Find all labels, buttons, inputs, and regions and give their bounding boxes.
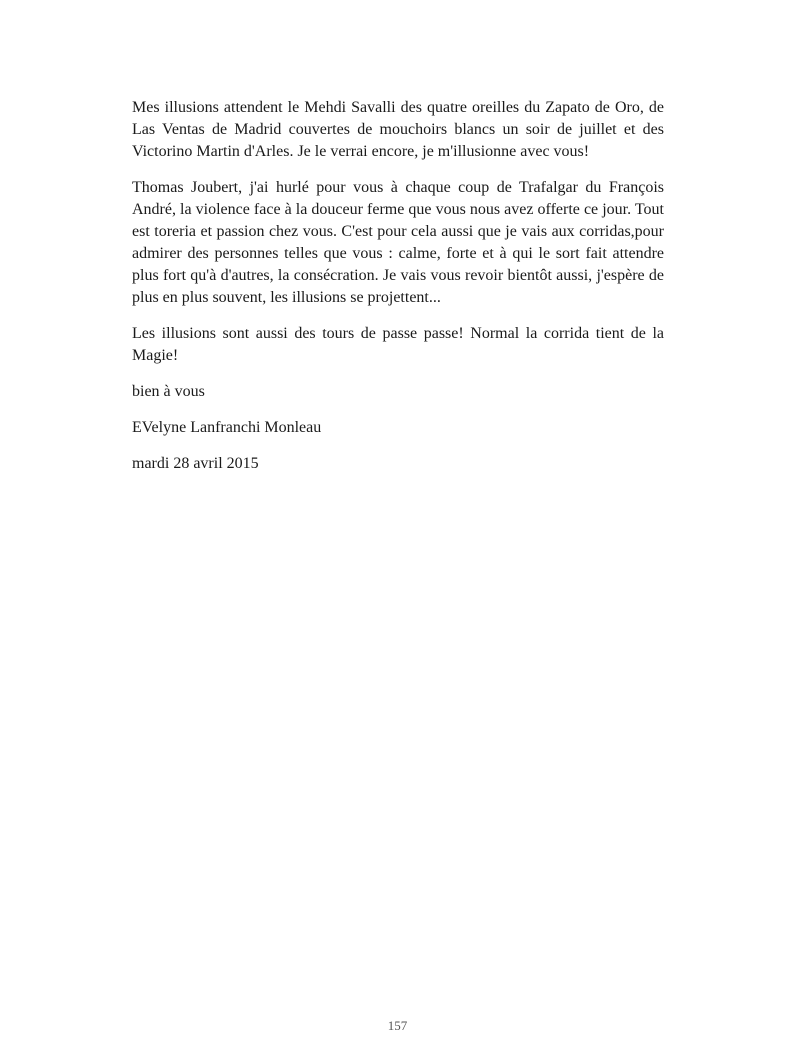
page-body [132, 97, 664, 489]
closing-line: bien à vous [132, 383, 205, 400]
paragraph-illusions: Mes illusions attendent le Mehdi Savalli des quatre oreilles du Zapato de Oro, de Las Ventas de Madrid couvertes de mouchoirs blancs un soir de juillet et des Victorino Martin d'Arles. Je le verrai encore, je m'illusionne avec vous! [132, 99, 664, 160]
signature: EVelyne Lanfranchi Monleau [132, 419, 322, 436]
paragraph-magie: Les illusions sont aussi des tours de passe passe! Normal la corrida tient de la Magie! [132, 325, 664, 364]
date-line: mardi 28 avril 2015 [132, 455, 259, 472]
page-number: 157 [387, 1018, 408, 1033]
paragraph-thomas-joubert: Thomas Joubert, j'ai hurlé pour vous à chaque coup de Trafalgar du François André, la violence face à la douceur ferme que vous nous avez offerte ce jour. Tout est toreria et passion chez vous. C'est pour cela aussi que je vais aux corridas,pour admirer des personnes telles que vous : calme, forte et à qui le sort fait attendre plus fort qu'à d'autres, la consécration. Je vais vous revoir bientôt aussi, j'espère de plus en plus souvent, les illusions se projettent... [132, 179, 664, 306]
